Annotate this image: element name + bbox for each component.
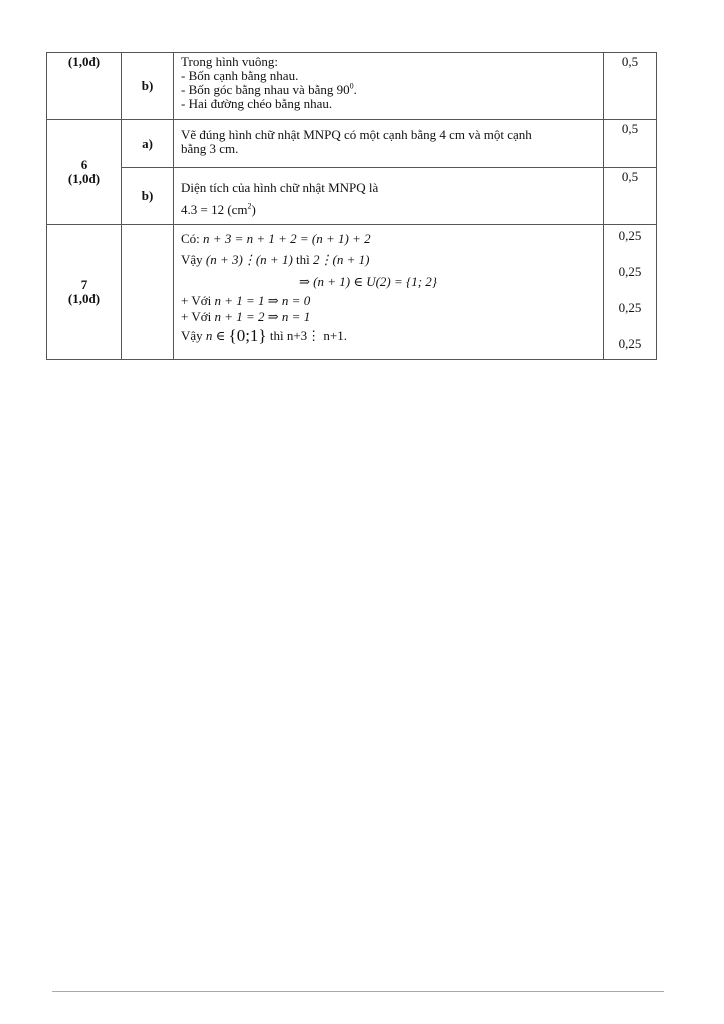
score: 0,25 xyxy=(618,300,642,315)
content-text: Vậy xyxy=(181,328,206,343)
content-text: 4.3 = 12 (cm xyxy=(181,202,248,217)
question-cell xyxy=(47,53,122,120)
score-cell xyxy=(604,168,657,225)
math-expression: 2⋮(n + 1) xyxy=(313,252,370,267)
content-line: - Bốn cạnh bằng nhau. xyxy=(181,68,299,83)
content-line: Vẽ đúng hình chữ nhật MNPQ có một cạnh bằng 4 cm và một cạnh xyxy=(181,127,532,142)
question-cell xyxy=(47,225,122,360)
unit-superscript: 2 xyxy=(247,201,252,211)
content-text: ) xyxy=(251,202,256,217)
footer-divider xyxy=(52,991,664,992)
content-text: . xyxy=(353,82,357,97)
score-cell xyxy=(604,225,657,360)
degree-superscript: 0 xyxy=(349,81,354,91)
answer-table xyxy=(46,52,657,360)
table-row xyxy=(47,53,657,120)
part-label: a) xyxy=(142,135,153,151)
content-cell xyxy=(174,53,604,120)
content-text: - Bốn góc bằng nhau và bằng 90 xyxy=(181,82,350,97)
content-text: thì xyxy=(292,252,314,267)
content-text: + Với xyxy=(181,309,215,324)
content-line: bằng 3 cm. xyxy=(181,141,239,156)
content-line xyxy=(181,309,597,325)
content-line xyxy=(181,293,597,309)
math-expression: (n + 3)⋮(n + 1) xyxy=(205,252,293,267)
content-line xyxy=(181,229,597,249)
score: 0,5 xyxy=(621,121,639,136)
question-points: (1,0đ) xyxy=(67,291,101,306)
content-line: - Hai đường chéo bằng nhau. xyxy=(181,96,333,111)
content-line xyxy=(181,83,597,97)
table-row xyxy=(47,168,657,225)
question-points: (1,0đ) xyxy=(67,54,101,69)
content-cell xyxy=(174,168,604,225)
question-points: (1,0đ) xyxy=(67,171,101,186)
part-cell xyxy=(122,120,174,168)
table-row xyxy=(47,120,657,168)
score: 0,25 xyxy=(618,264,642,279)
math-expression: ⇒ (n + 1) ∈ U(2) = {1; 2} xyxy=(299,274,437,289)
score: 0,5 xyxy=(621,169,639,184)
content-line xyxy=(181,199,597,221)
part-label: b) xyxy=(141,78,154,93)
score: 0,25 xyxy=(618,228,642,243)
content-line xyxy=(181,271,597,293)
content-line xyxy=(181,325,597,347)
question-number: 6 xyxy=(80,157,88,172)
content-cell xyxy=(174,120,604,168)
part-cell xyxy=(122,168,174,225)
part-label: b) xyxy=(141,188,154,203)
score-cell xyxy=(604,53,657,120)
content-text: thì n+3⋮ n+1. xyxy=(266,328,347,343)
question-number: 7 xyxy=(80,277,88,292)
part-cell xyxy=(122,53,174,120)
math-expression: n + 1 = 2 ⇒ n = 1 xyxy=(214,309,311,324)
content-text: Vậy xyxy=(181,252,206,267)
content-cell xyxy=(174,225,604,360)
part-cell xyxy=(122,225,174,360)
table-row xyxy=(47,225,657,360)
score: 0,25 xyxy=(618,336,642,351)
math-expression: n + 1 = 1 ⇒ n = 0 xyxy=(214,293,311,308)
content-text: Có: xyxy=(181,231,204,246)
content-line xyxy=(181,249,597,271)
math-expression: n ∈ xyxy=(205,328,229,343)
math-set: {0;1} xyxy=(228,326,267,345)
score: 0,5 xyxy=(621,54,639,69)
content-line: Diện tích của hình chữ nhật MNPQ là xyxy=(181,180,379,195)
content-text: + Với xyxy=(181,293,215,308)
content-line: Trong hình vuông: xyxy=(181,54,279,69)
question-cell xyxy=(47,120,122,225)
math-expression: n + 3 = n + 1 + 2 = (n + 1) + 2 xyxy=(203,231,371,246)
score-cell xyxy=(604,120,657,168)
